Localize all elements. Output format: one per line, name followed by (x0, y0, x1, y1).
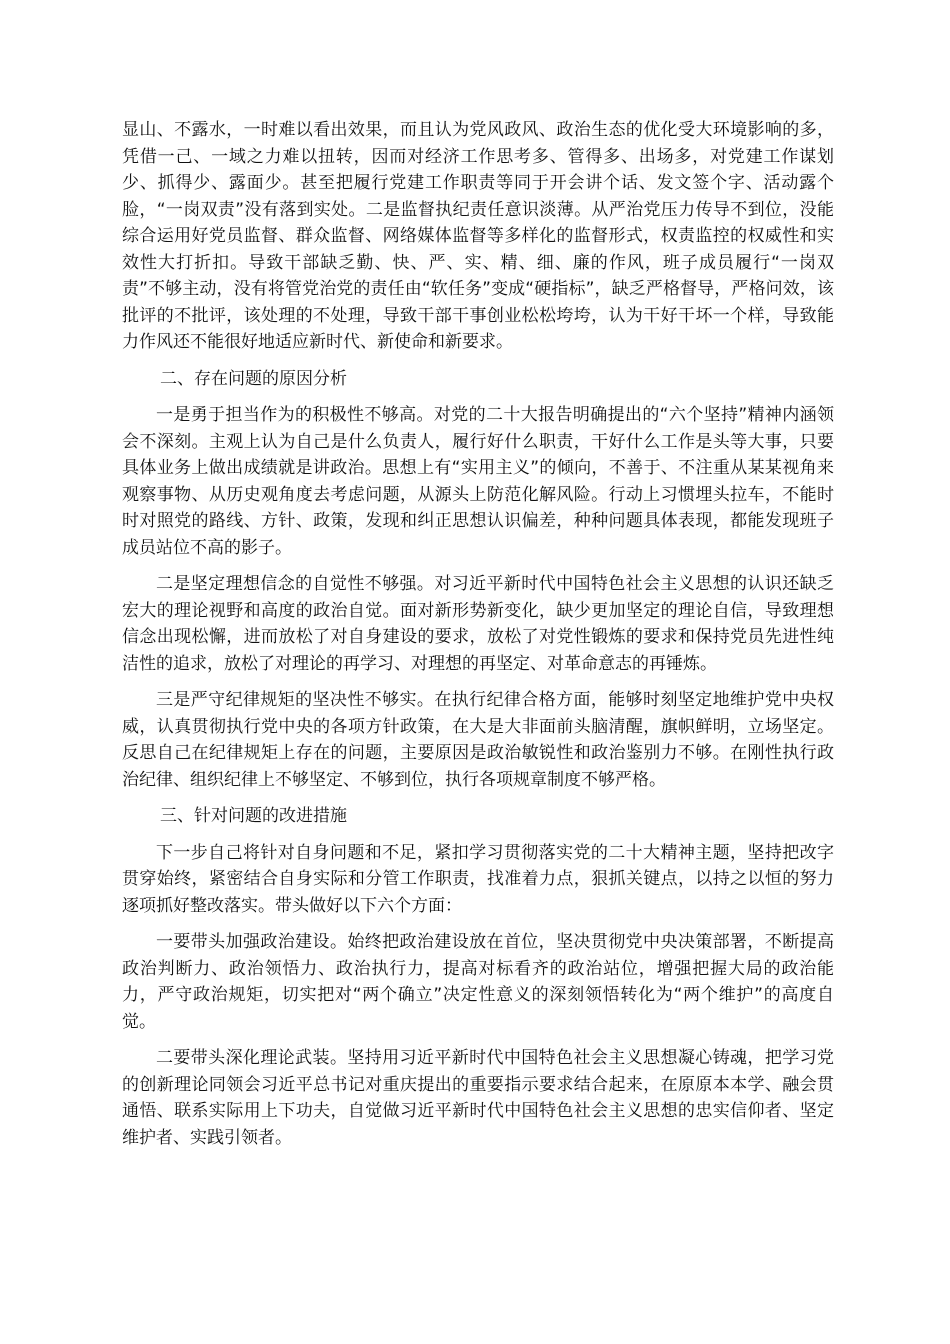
section-heading-improvement-measures: 三、针对问题的改进措施 (160, 806, 347, 826)
paragraph-measure-1: 一要带头加强政治建设。始终把政治建设放在首位，坚决贯彻党中央决策部署，不断提高政治判断力、政治领悟力、政治执行力，提高对标看齐的政治站位，增强把握大局的政治能力，严守政治规矩，切实把对“两个确立”决定性意义的深刻领悟转化为“两个维护”的高度自觉。 (122, 932, 834, 1032)
paragraph-cause-2: 二是坚定理想信念的自觉性不够强。对习近平新时代中国特色社会主义思想的认识还缺乏宏大的理论视野和高度的政治自觉。面对新形势新变化，缺少更加坚定的理论自信，导致理想信念出现松懈，进而放松了对自身建设的要求，放松了对党性锻炼的要求和保持党员先进性纯洁性的追求，放松了对理论的再学习、对理想的再坚定、对革命意志的再锤炼。 (122, 574, 834, 674)
document-page (122, 117, 834, 1161)
paragraph-cause-1: 一是勇于担当作为的积极性不够高。对党的二十大报告明确提出的“六个坚持”精神内涵领会不深刻。主观上认为自己是什么负责人，履行好什么职责，干好什么工作是头等大事，只要具体业务上做出成绩就是讲政治。思想上有“实用主义”的倾向，不善于、不注重从某某视角来观察事物、从历史观角度去考虑问题，从源头上防范化解风险。行动上习惯埋头拉车，不能时时对照党的路线、方针、政策，发现和纠正思想认识偏差，种种问题具体表现，都能发现班子成员站位不高的影子。 (122, 405, 834, 558)
paragraph-measure-2: 二要带头深化理论武装。坚持用习近平新时代中国特色社会主义思想凝心铸魂，把学习党的创新理论同领会习近平总书记对重庆提出的重要指示要求结合起来，在原原本本学、融会贯通悟、联系实际用上下功夫，自觉做习近平新时代中国特色社会主义思想的忠实信仰者、坚定维护者、实践引领者。 (122, 1048, 834, 1148)
section-heading-cause-analysis: 二、存在问题的原因分析 (160, 368, 347, 389)
paragraph-cause-3: 三是严守纪律规矩的坚决性不够实。在执行纪律合格方面，能够时刻坚定地维护党中央权威，认真贯彻执行党中央的各项方针政策，在大是大非面前头脑清醒，旗帜鲜明，立场坚定。反思自己在纪律规矩上存在的问题，主要原因是政治敏锐性和政治鉴别力不够。在刚性执行政治纪律、组织纪律上不够坚定、不够到位，执行各项规章制度不够严格。 (122, 690, 834, 790)
paragraph-continuation: 显山、不露水，一时难以看出效果，而且认为党风政风、政治生态的优化受大环境影响的多，凭借一己、一域之力难以扭转，因而对经济工作思考多、管得多、出场多，对党建工作谋划少、抓得少、露面少。甚至把履行党建工作职责等同于开会讲个话、发文签个字、活动露个脸，“一岗双责”没有落到实处。二是监督执纪责任意识淡薄。从严治党压力传导不到位，没能综合运用好党员监督、群众监督、网络媒体监督等多样化的监督形式，权责监控的权威性和实效性大打折扣。导致干部缺乏勤、快、严、实、精、细、廉的作风，班子成员履行“一岗双责”不够主动，没有将管党治党的责任由“软任务”变成“硬指标”，缺乏严格督导，严格问效，该批评的不批评，该处理的不处理，导致干部干事创业松松垮垮，认为干好干坏一个样，导致能力作风还不能很好地适应新时代、新使命和新要求。 (122, 120, 834, 352)
paragraph-measures-intro: 下一步自己将针对自身问题和不足，紧扣学习贯彻落实党的二十大精神主题，坚持把改字贯穿始终，紧密结合自身实际和分管工作职责，找准着力点，狠抓关键点，以持之以恒的努力逐项抓好整改落实。带头做好以下六个方面： (122, 842, 834, 916)
